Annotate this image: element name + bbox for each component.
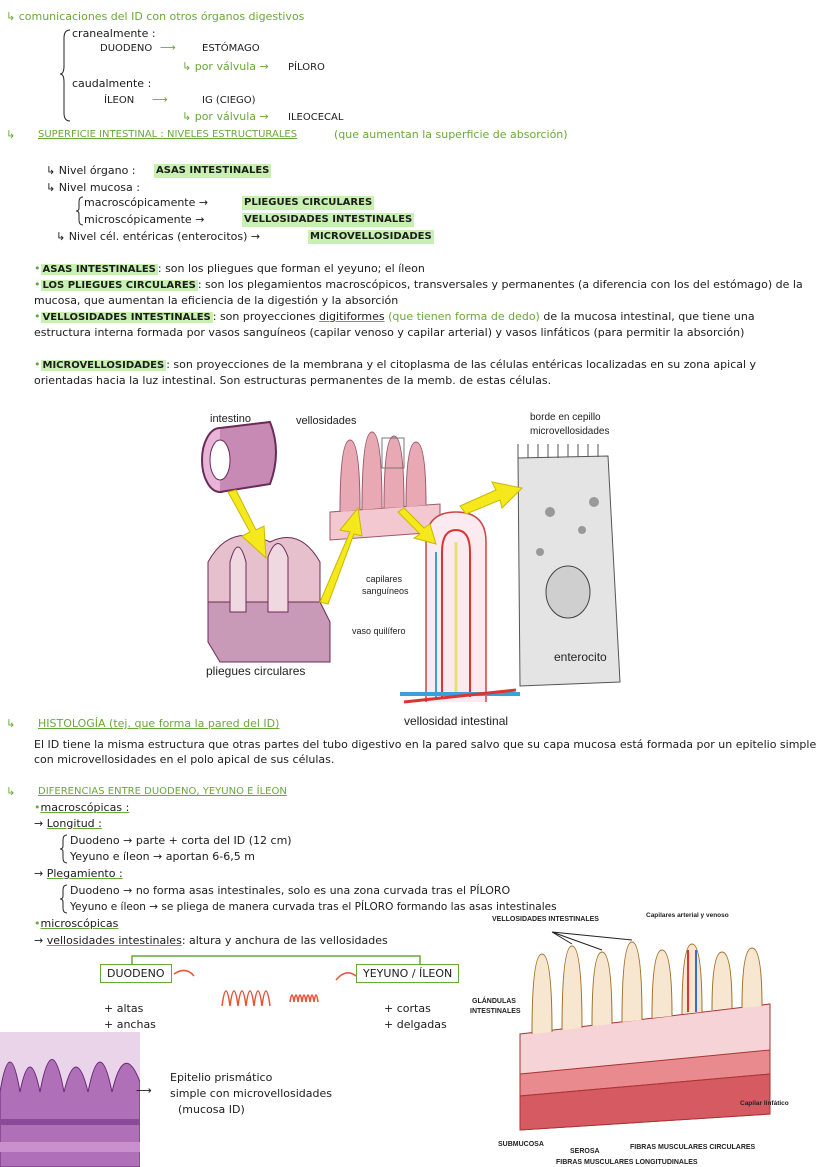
yey-y2: + delgadas: [384, 1018, 447, 1031]
fig1-borde: borde en cepillo: [530, 412, 601, 423]
micro-term: MICROVELLOSIDADES: [42, 360, 165, 371]
asas-def: : son los pliegues que forman el yeyuno; el íleon: [157, 262, 425, 275]
fig1-vellosidades: vellosidades: [296, 415, 357, 427]
brace-mucosa: [76, 196, 84, 226]
vell-dig: digitiformes: [319, 310, 385, 323]
micro-def: : son proyecciones de la membrana y el citoplasma de las células entéricas localizadas en su zona apical y orientadas hacia la luz intestinal. Son estructuras permanentes de la memb. de estas células.: [34, 358, 757, 387]
dif-pleg1: Duodeno → no forma asas intestinales, solo es una zona curvada tras el PÍLORO: [70, 884, 511, 897]
brace-comm: [60, 28, 72, 123]
epi2: simple con microvellosidades: [170, 1087, 332, 1100]
yeyuno-box: YEYUNO / ÍLEON: [356, 964, 459, 983]
yey-y1: + cortas: [384, 1002, 431, 1015]
def-pliegues: • LOS PLIEGUES CIRCULARES : son los plegamientos macroscópicos, transversales y permanentes (a diferencia con los del estómago) de la mucosa, que aumentan la eficiencia de la digestión y la absorción: [34, 278, 803, 307]
dif-vell: → vellosidades intestinales: altura y anchura de las vellosidades: [34, 934, 388, 947]
single-villus-drawing: [400, 512, 520, 702]
fig1-microv: microvellosidades: [530, 426, 610, 437]
dif-micro: •microscópicas: [34, 917, 119, 930]
caud-label: caudalmente :: [72, 77, 152, 90]
fig1-intestino: intestino: [210, 413, 251, 425]
nivel-mucosa: ↳ Nivel mucosa :: [46, 181, 140, 194]
duod-d1: + altas: [104, 1002, 144, 1015]
epi3: (mucosa ID): [178, 1103, 245, 1116]
piloro-label: PÍLORO: [288, 62, 325, 73]
duodeno-box: DUODENO: [100, 964, 172, 983]
macro-value: PLIEGUES CIRCULARES: [244, 197, 373, 208]
fig1-enterocito: enterocito: [554, 650, 607, 664]
def-vellosidades: • VELLOSIDADES INTESTINALES : son proyecciones digitiformes (que tienen forma de dedo) de la mucosa intestinal, que tiene una estructura interna formada por vasos sanguíneos (capilar venoso y capilar arterial) y vasos linfáticos (para permitir la absorción): [34, 310, 755, 339]
villi-sketch: [172, 966, 362, 1016]
sup-note: (que aumentan la superficie de absorción): [334, 128, 568, 141]
fig2-gl1: GLÁNDULAS: [472, 998, 516, 1005]
cran-label: cranealmente :: [72, 27, 156, 40]
nivel-organo: ↳ Nivel órgano :: [46, 164, 136, 177]
comm-title: ↳ comunicaciones del ID con otros órganos digestivos: [6, 10, 305, 23]
duod-d2: + anchas: [104, 1018, 156, 1031]
duod-label: DUODENO: [100, 43, 153, 54]
pliegues-term: LOS PLIEGUES CIRCULARES: [42, 280, 196, 291]
intestine-tube-drawing: [202, 422, 276, 492]
fig2-circ: FIBRAS MUSCULARES CIRCULARES: [630, 1144, 756, 1151]
dif-title: DIFERENCIAS ENTRE DUODENO, YEYUNO E ÍLEON: [38, 786, 287, 797]
arrow-icon: ↳: [6, 128, 16, 141]
vell-def-b: de la mucosa intestinal, que tiene una estructura interna formada por vasos sanguíneos (capilar venoso y capilar arterial) y vasos linfáticos (para permitir la absorción): [34, 310, 755, 339]
macro-label: macroscópicamente →: [84, 196, 209, 209]
histology-image: [0, 1032, 140, 1167]
brace-pleg: [60, 884, 68, 914]
fig2-longi: FIBRAS MUSCULARES LONGITUDINALES: [556, 1159, 698, 1166]
hist-title: HISTOLOGÍA (tej. que forma la pared del ID): [38, 717, 280, 730]
nivel-cel-value: MICROVELLOSIDADES: [310, 231, 432, 242]
valv1-label: ↳ por válvula →: [182, 60, 269, 73]
dif-long2: Yeyuno e íleon → aportan 6-6,5 m: [70, 850, 255, 863]
dif-long1: Duodeno → parte + corta del ID (12 cm): [70, 834, 292, 847]
fig2-vi: VELLOSIDADES INTESTINALES: [492, 916, 599, 923]
hist-text: El ID tiene la misma estructura que otras partes del tubo digestivo en la pared salvo que su capa mucosa está formada por un epitelio simple con microvellosidades en el polo apical de sus células.: [34, 738, 817, 766]
fig1-vellint: vellosidad intestinal: [404, 714, 509, 728]
fig1-cap2: sanguíneos: [362, 586, 409, 596]
def-microvellosidades: • MICROVELLOSIDADES : son proyecciones de la membrana y el citoplasma de las células entéricas localizadas en su zona apical y orientadas hacia la luz intestinal. Son estructuras permanentes de la memb. de estas células.: [34, 358, 757, 387]
nivel-cel: ↳ Nivel cél. entéricas (enterocitos) →: [56, 230, 261, 243]
arrow-icon: ↳: [6, 785, 16, 798]
plicae-block-drawing: [208, 535, 330, 662]
def-asas: • ASAS INTESTINALES : son los pliegues que forman el yeyuno; el íleon: [34, 262, 425, 275]
valv2-label: ↳ por válvula →: [182, 110, 269, 123]
estom-label: ESTÓMAGO: [202, 43, 260, 54]
sup-title: SUPERFICIE INTESTINAL : NIVELES ESTRUCTURALES: [38, 129, 298, 140]
fig1-vaso: vaso quilífero: [352, 626, 406, 636]
arrow-icon: ↳: [6, 717, 16, 730]
pliegues-def: : son los plegamientos macroscópicos, transversales y permanentes (a diferencia con los del estómago) de la mucosa, que aumentan la eficiencia de la digestión y la absorción: [34, 278, 803, 307]
nivel-organo-value: ASAS INTESTINALES: [156, 165, 270, 176]
epi1: Epitelio prismático: [170, 1071, 273, 1084]
ileon-label: ÍLEON: [104, 95, 135, 106]
fig1-pliegues: pliegues circulares: [206, 664, 306, 678]
dif-pleg2: Yeyuno e íleon → se pliega de manera curvada tras el PÍLORO formando las asas intestinales: [70, 901, 557, 913]
dif-pleg: → Plegamiento :: [34, 867, 123, 880]
vell-def-a: : son proyecciones: [212, 310, 316, 323]
micro-value: VELLOSIDADES INTESTINALES: [244, 214, 413, 225]
vell-term: VELLOSIDADES INTESTINALES: [42, 312, 211, 323]
fig2-ser: SEROSA: [570, 1148, 600, 1155]
dif-long: → Longitud :: [34, 817, 102, 830]
fig2-linf: Capilar linfático: [740, 1100, 789, 1107]
ileo-label: ILEOCECAL: [288, 112, 344, 123]
fig2-gl2: INTESTINALES: [470, 1008, 521, 1015]
ig-label: IG (CIEGO): [202, 95, 256, 106]
fig2-cap: Capilares arterial y venoso: [646, 912, 729, 919]
vell-note: (que tienen forma de dedo): [388, 310, 540, 323]
micro-label: microscópicamente →: [84, 213, 205, 226]
brace-long: [60, 834, 68, 864]
fig2-sub: SUBMUCOSA: [498, 1141, 544, 1148]
dif-macro: •macroscópicas :: [34, 801, 130, 814]
fig1-cap1: capilares: [366, 574, 403, 584]
asas-term: ASAS INTESTINALES: [42, 264, 156, 275]
